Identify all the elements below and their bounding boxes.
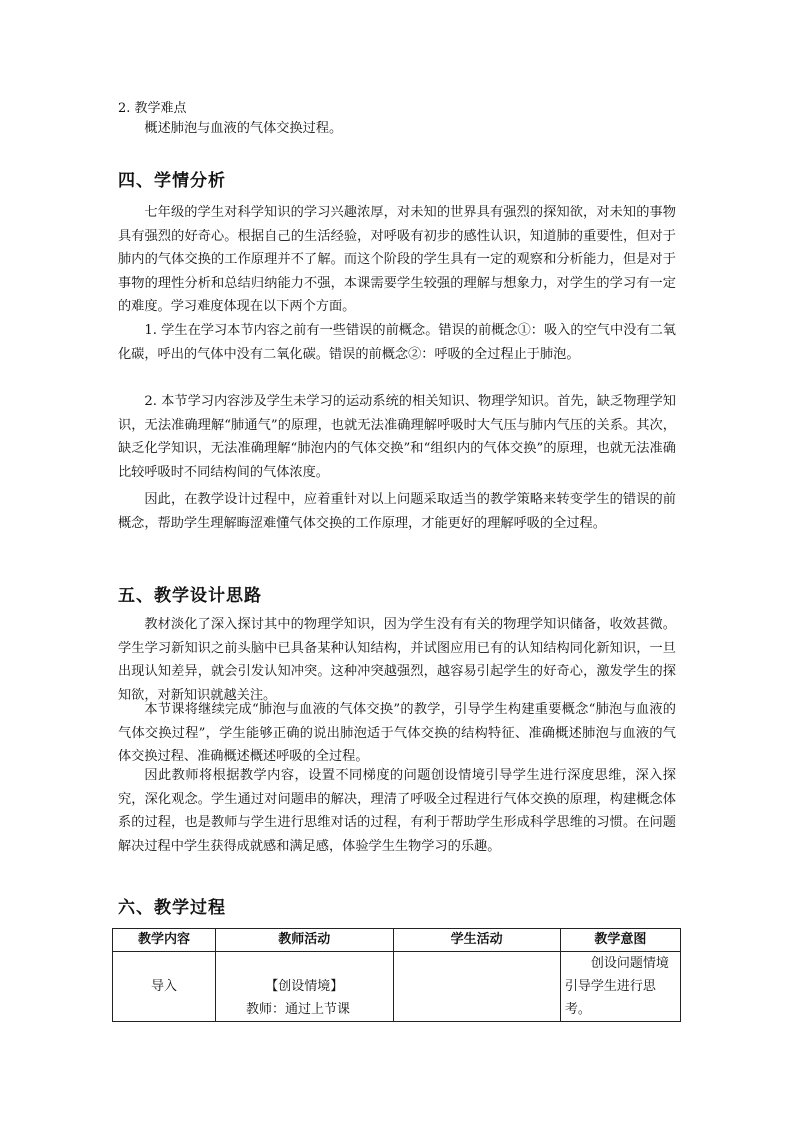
table-cell-teacher [216, 952, 393, 1022]
difficulty-heading: 2. 教学难点 [118, 101, 187, 116]
paragraph: 2. 本节学习内容涉及学生未学习的运动系统的相关知识、物理学知识。首先，缺乏物理学知识，无法准确理解“肺通气”的原理，也就无法准确理解呼吸时大气压与肺内气压的关系。其次，缺乏化学知识，无法准确理解“肺泡内的气体交换”和“组织内的气体交换”的原理，也就无法准确比较呼吸时不同结构间的气体浓度。 [118, 394, 676, 480]
section-title-learner-analysis: 四、学情分析 [118, 171, 226, 191]
section-title-teaching-process: 六、教学过程 [118, 898, 226, 918]
difficulty-text: 概述肺泡与血液的气体交换过程。 [144, 121, 343, 136]
table-header-row [113, 929, 681, 952]
table-header: 教学意图 [560, 929, 680, 952]
paragraph: 因此，在教学设计过程中，应着重针对以上问题采取适当的教学策略来转变学生的错误的前概念，帮助学生理解晦涩难懂气体交换的工作原理，才能更好的理解呼吸的全过程。 [118, 492, 676, 531]
paragraph: 本节课将继续完成“肺泡与血液的气体交换”的教学，引导学生构建重要概念“肺泡与血液的气体交换过程”，学生能够正确的说出肺泡适于气体交换的结构特征、准确概述肺泡与血液的气体交换过程、准确概述概述呼吸的全过程。 [118, 702, 676, 765]
paragraph: 1. 学生在学习本节内容之前有一些错误的前概念。错误的前概念①：吸入的空气中没有二氧化碳，呼出的气体中没有二氧化碳。错误的前概念②：呼吸的全过程止于肺泡。 [118, 323, 676, 362]
table-row [113, 952, 681, 1022]
table-header: 学生活动 [393, 929, 560, 952]
section-title-design-rationale: 五、教学设计思路 [118, 586, 262, 606]
table-cell-content: 导入 [113, 952, 216, 1022]
table-cell-student [393, 952, 560, 1022]
paragraph: 七年级的学生对科学知识的学习兴趣浓厚，对未知的世界具有强烈的探知欲，对未知的事物具有强烈的好奇心。根据自己的生活经验，对呼吸有初步的感性认识，知道肺的重要性，但对于肺内的气体交换的工作原理并不了解。而这个阶段的学生具有一定的观察和分析能力，但是对于事物的理性分析和总结归纳能力不强，本课需要学生较强的理解与想象力，对学生的学习有一定的难度。学习难度体现在以下两个方面。 [118, 205, 676, 315]
paragraph: 教材淡化了深入探讨其中的物理学知识，因为学生没有有关的物理学知识储备，收效甚微。学生学习新知识之前头脑中已具备某种认知结构，并试图应用已有的认知结构同化新知识，一旦出现认知差异，就会引发认知冲突。这种冲突越强烈，越容易引起学生的好奇心，激发学生的探知欲，对新知识就越关注。 [118, 617, 676, 703]
teacher-activity-line: 【创设情境】 [265, 979, 344, 994]
table-cell-intent: 创设问题情境引导学生进行思考。 [560, 952, 680, 1022]
teacher-activity-line: 教师：通过上节课 [246, 1002, 351, 1017]
table-header: 教学内容 [113, 929, 216, 952]
table-header: 教师活动 [216, 929, 393, 952]
teaching-process-table [112, 928, 681, 1022]
paragraph: 因此教师将根据教学内容，设置不同梯度的问题创设情境引导学生进行深度思维，深入探究，深化观念。学生通过对问题串的解决，理清了呼吸全过程进行气体交换的原理，构建概念体系的过程，也是教师与学生进行思维对话的过程，有利于帮助学生形成科学思维的习惯。在问题解决过程中学生获得成就感和满足感，体验学生生物学习的乐趣。 [118, 768, 676, 854]
